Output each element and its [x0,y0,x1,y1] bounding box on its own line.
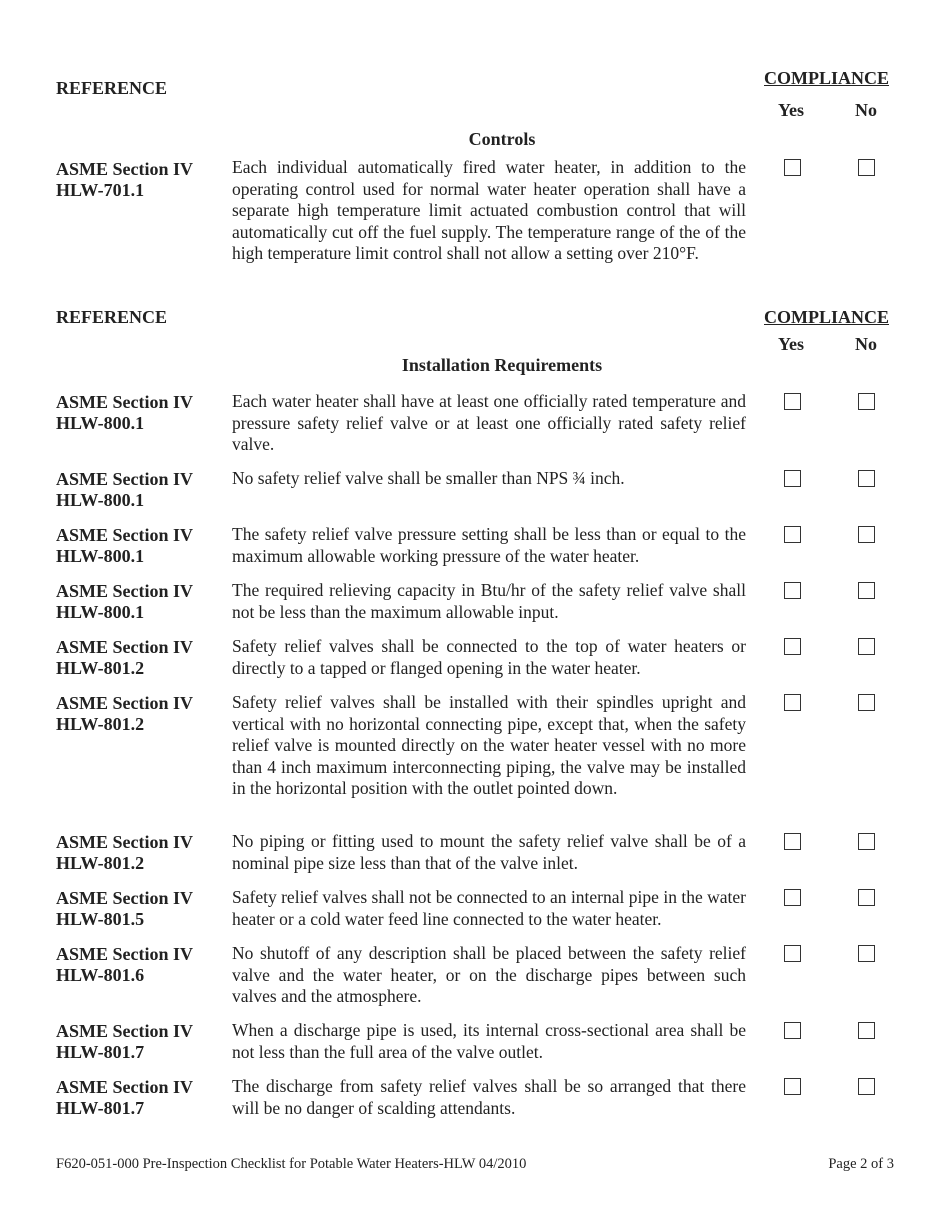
no-checkbox[interactable] [858,1022,875,1039]
reference-section: HLW-801.5 [56,909,145,929]
no-checkbox[interactable] [858,582,875,599]
reference-section: HLW-801.2 [56,853,145,873]
requirement-text: Safety relief valves shall be connected to the top of water heaters or directly to a tapped or flanged opening in the water heater. [232,636,746,678]
reference-section: HLW-801.2 [56,714,145,734]
footer-form-id: F620-051-000 Pre-Inspection Checklist for Potable Water Heaters-HLW 04/2010 [56,1156,527,1172]
yes-checkbox[interactable] [784,470,801,487]
reference-section: HLW-800.1 [56,602,145,622]
reference-section: HLW-801.6 [56,965,145,985]
yes-checkbox[interactable] [784,889,801,906]
no-checkbox[interactable] [858,526,875,543]
requirement-text: No safety relief valve shall be smaller than NPS ¾ inch. [232,468,625,488]
yes-column-label: Yes [778,334,804,354]
no-checkbox[interactable] [858,393,875,410]
requirement-text: Each water heater shall have at least one officially rated temperature and pressure safety relief valve or at least one officially rated safety relief valve. [232,391,746,454]
reference-cell [56,392,226,434]
section-title-installation: Installation Requirements [401,355,603,375]
reference-code: ASME Section IV [56,832,194,852]
reference-code: ASME Section IV [56,693,194,713]
reference-section: HLW-800.1 [56,413,145,433]
no-checkbox[interactable] [858,638,875,655]
yes-checkbox[interactable] [784,159,801,176]
no-checkbox[interactable] [858,159,875,176]
section-title-controls: Controls [468,129,536,149]
yes-checkbox[interactable] [784,1078,801,1095]
reference-cell [56,637,226,679]
requirement-text: When a discharge pipe is used, its internal cross-sectional area shall be not less than the full area of the valve outlet. [232,1020,746,1062]
reference-code: ASME Section IV [56,1077,194,1097]
requirement-text: The safety relief valve pressure setting shall be less than or equal to the maximum allowable working pressure of the water heater. [232,524,746,566]
compliance-heading: COMPLIANCE [764,307,889,327]
requirement-text: No piping or fitting used to mount the safety relief valve shall be of a nominal pipe size less than that of the valve inlet. [232,831,746,873]
reference-heading: REFERENCE [56,307,168,327]
no-checkbox[interactable] [858,694,875,711]
reference-section: HLW-701.1 [56,180,145,200]
reference-cell [56,469,226,511]
reference-code: ASME Section IV [56,392,194,412]
reference-code: ASME Section IV [56,944,194,964]
reference-cell [56,159,226,201]
no-checkbox[interactable] [858,1078,875,1095]
reference-cell [56,693,226,735]
requirement-text: Each individual automatically fired water heater, in addition to the operating control used for normal water heater operation shall have a separate high temperature limit actuated combustion control that will automatically cut off the fuel supply. The temperature range of the of the high temperature limit control shall not allow a setting over 210°F. [232,157,746,263]
reference-code: ASME Section IV [56,581,194,601]
reference-code: ASME Section IV [56,1021,194,1041]
yes-checkbox[interactable] [784,694,801,711]
reference-section: HLW-800.1 [56,546,145,566]
yes-checkbox[interactable] [784,582,801,599]
requirement-text: Safety relief valves shall not be connected to an internal pipe in the water heater or a cold water feed line connected to the water heater. [232,887,746,929]
yes-checkbox[interactable] [784,393,801,410]
reference-code: ASME Section IV [56,159,194,179]
yes-checkbox[interactable] [784,833,801,850]
reference-cell [56,1077,226,1119]
requirement-text: The required relieving capacity in Btu/hr of the safety relief valve shall not be less than the maximum allowable input. [232,580,746,622]
reference-heading: REFERENCE [56,78,168,98]
no-checkbox[interactable] [858,945,875,962]
no-column-label: No [855,334,877,354]
reference-code: ASME Section IV [56,469,194,489]
no-checkbox[interactable] [858,889,875,906]
reference-cell [56,888,226,930]
reference-cell [56,832,226,874]
reference-cell [56,525,226,567]
reference-section: HLW-801.7 [56,1098,145,1118]
reference-code: ASME Section IV [56,525,194,545]
requirement-text: Safety relief valves shall be installed with their spindles upright and vertical with no horizontal connecting pipe, except that, when the safety relief valve is mounted directly on the water heater vessel with no more than 4 inch maximum interconnecting piping, the valve may be installed in the horizontal position with the outlet pointed down. [232,692,746,798]
reference-section: HLW-801.7 [56,1042,145,1062]
reference-cell [56,581,226,623]
reference-cell [56,1021,226,1063]
compliance-heading: COMPLIANCE [764,68,889,88]
yes-checkbox[interactable] [784,526,801,543]
reference-cell [56,944,226,986]
reference-code: ASME Section IV [56,888,194,908]
no-checkbox[interactable] [858,470,875,487]
footer-page-number: Page 2 of 3 [828,1156,894,1172]
no-column-label: No [855,100,877,120]
yes-checkbox[interactable] [784,638,801,655]
no-checkbox[interactable] [858,833,875,850]
yes-checkbox[interactable] [784,945,801,962]
reference-code: ASME Section IV [56,637,194,657]
requirement-text: The discharge from safety relief valves shall be so arranged that there will be no danger of scalding attendants. [232,1076,746,1118]
yes-column-label: Yes [778,100,804,120]
reference-section: HLW-801.2 [56,658,145,678]
reference-section: HLW-800.1 [56,490,145,510]
requirement-text: No shutoff of any description shall be placed between the safety relief valve and the water heater, or on the discharge pipes between such valves and the atmosphere. [232,943,746,1006]
yes-checkbox[interactable] [784,1022,801,1039]
